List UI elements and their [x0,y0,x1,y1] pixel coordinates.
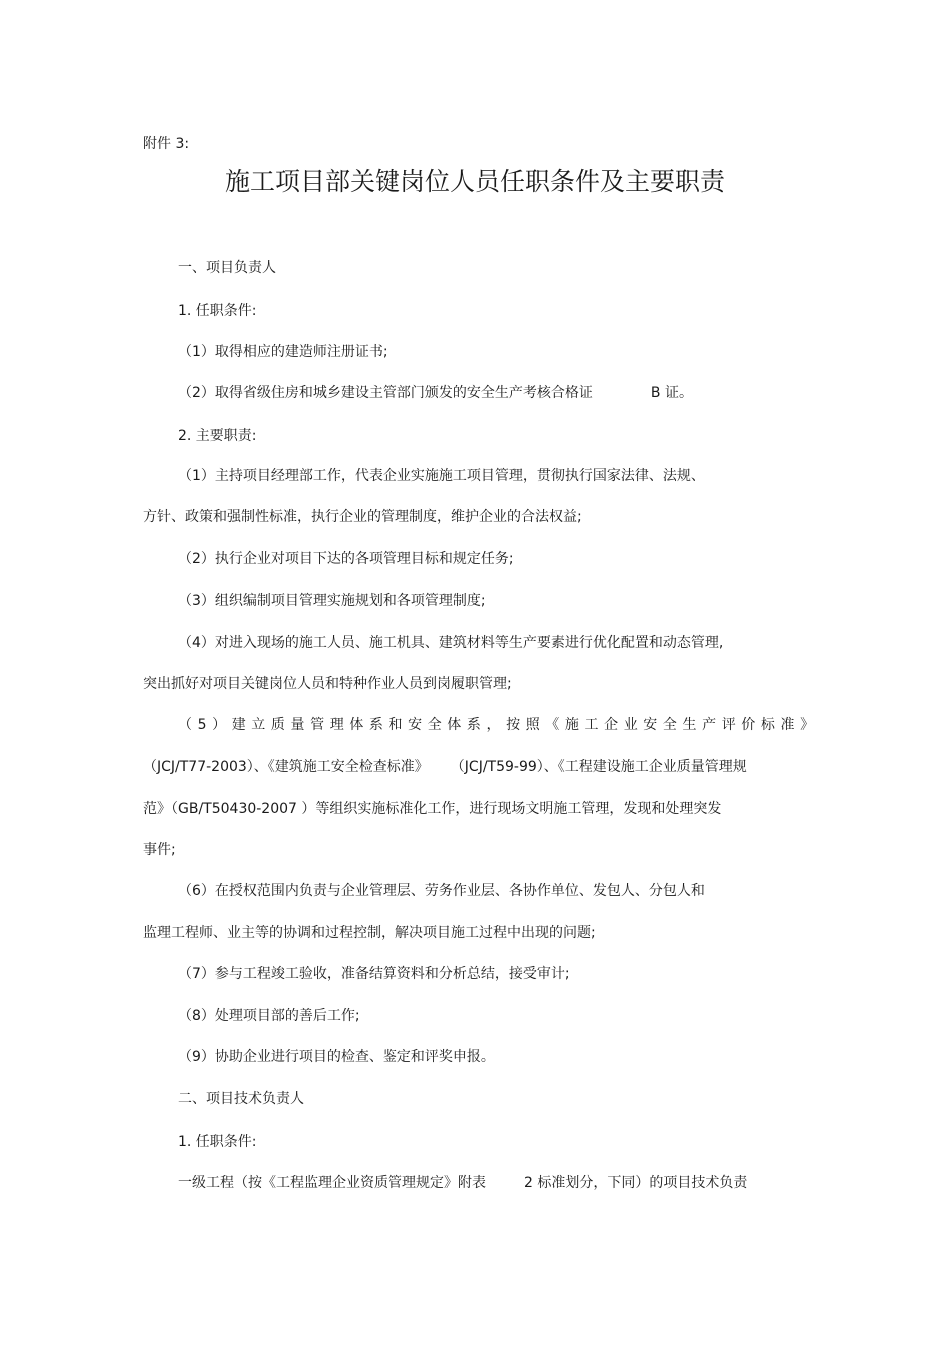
paragraph [143,758,747,776]
section-heading: 一、项目负责人 [178,260,276,276]
paragraph: 范》（GB/T50430-2007 ）等组织实施标准化工作，进行现场文明施工管理，发现和处理突发 [143,801,722,817]
paragraph-text: 一级工程（按《工程监理企业资质管理规定》附表 [178,1175,486,1191]
subsection-heading: 1. 任职条件: [178,1134,257,1150]
paragraph: （6）在授权范围内负责与企业管理层、劳务作业层、各协作单位、发包人、分包人和 [178,883,705,899]
paragraph-text: （JCJ/T59-99）、《工程建设施工企业质量管理规 [450,759,747,775]
document-title: 施工项目部关键岗位人员任职条件及主要职责 [224,167,725,196]
paragraph: （2）执行企业对项目下达的各项管理目标和规定任务; [178,551,514,567]
paragraph: （3）组织编制项目管理实施规划和各项管理制度; [178,593,486,609]
paragraph: （1）主持项目经理部工作，代表企业实施施工项目管理，贯彻执行国家法律、法规、 [178,468,705,484]
subsection-heading: 2. 主要职责: [178,428,257,444]
paragraph: （8）处理项目部的善后工作; [178,1008,360,1024]
paragraph: （4）对进入现场的施工人员、施工机具、建筑材料等生产要素进行优化配置和动态管理, [178,635,724,651]
section-heading: 二、项目技术负责人 [178,1091,304,1107]
paragraph-text: （2）取得省级住房和城乡建设主管部门颁发的安全生产考核合格证 [178,385,593,401]
paragraph: 事件; [143,842,176,858]
paragraph: 监理工程师、业主等的协调和过程控制，解决项目施工过程中出现的问题; [143,925,596,941]
paragraph-text: B 证。 [650,385,693,401]
attachment-label: 附件 3: [143,136,190,152]
paragraph: （7）参与工程竣工验收，准备结算资料和分析总结，接受审计; [178,966,570,982]
subsection-heading: 1. 任职条件: [178,303,257,319]
paragraph [178,384,693,402]
paragraph: （5）建立质量管理体系和安全体系，按照《施工企业安全生产评价标准》 [178,717,820,733]
paragraph-text: 2 标准划分，下同）的项目技术负责 [524,1175,748,1191]
paragraph [178,1174,747,1192]
paragraph: 方针、政策和强制性标准，执行企业的管理制度，维护企业的合法权益; [143,509,582,525]
paragraph-text: （JCJ/T77-2003）、《建筑施工安全检查标准》 [143,759,429,775]
paragraph: （1）取得相应的建造师注册证书; [178,344,388,360]
paragraph: （9）协助企业进行项目的检查、鉴定和评奖申报。 [178,1049,495,1065]
paragraph: 突出抓好对项目关键岗位人员和特种作业人员到岗履职管理; [143,676,512,692]
